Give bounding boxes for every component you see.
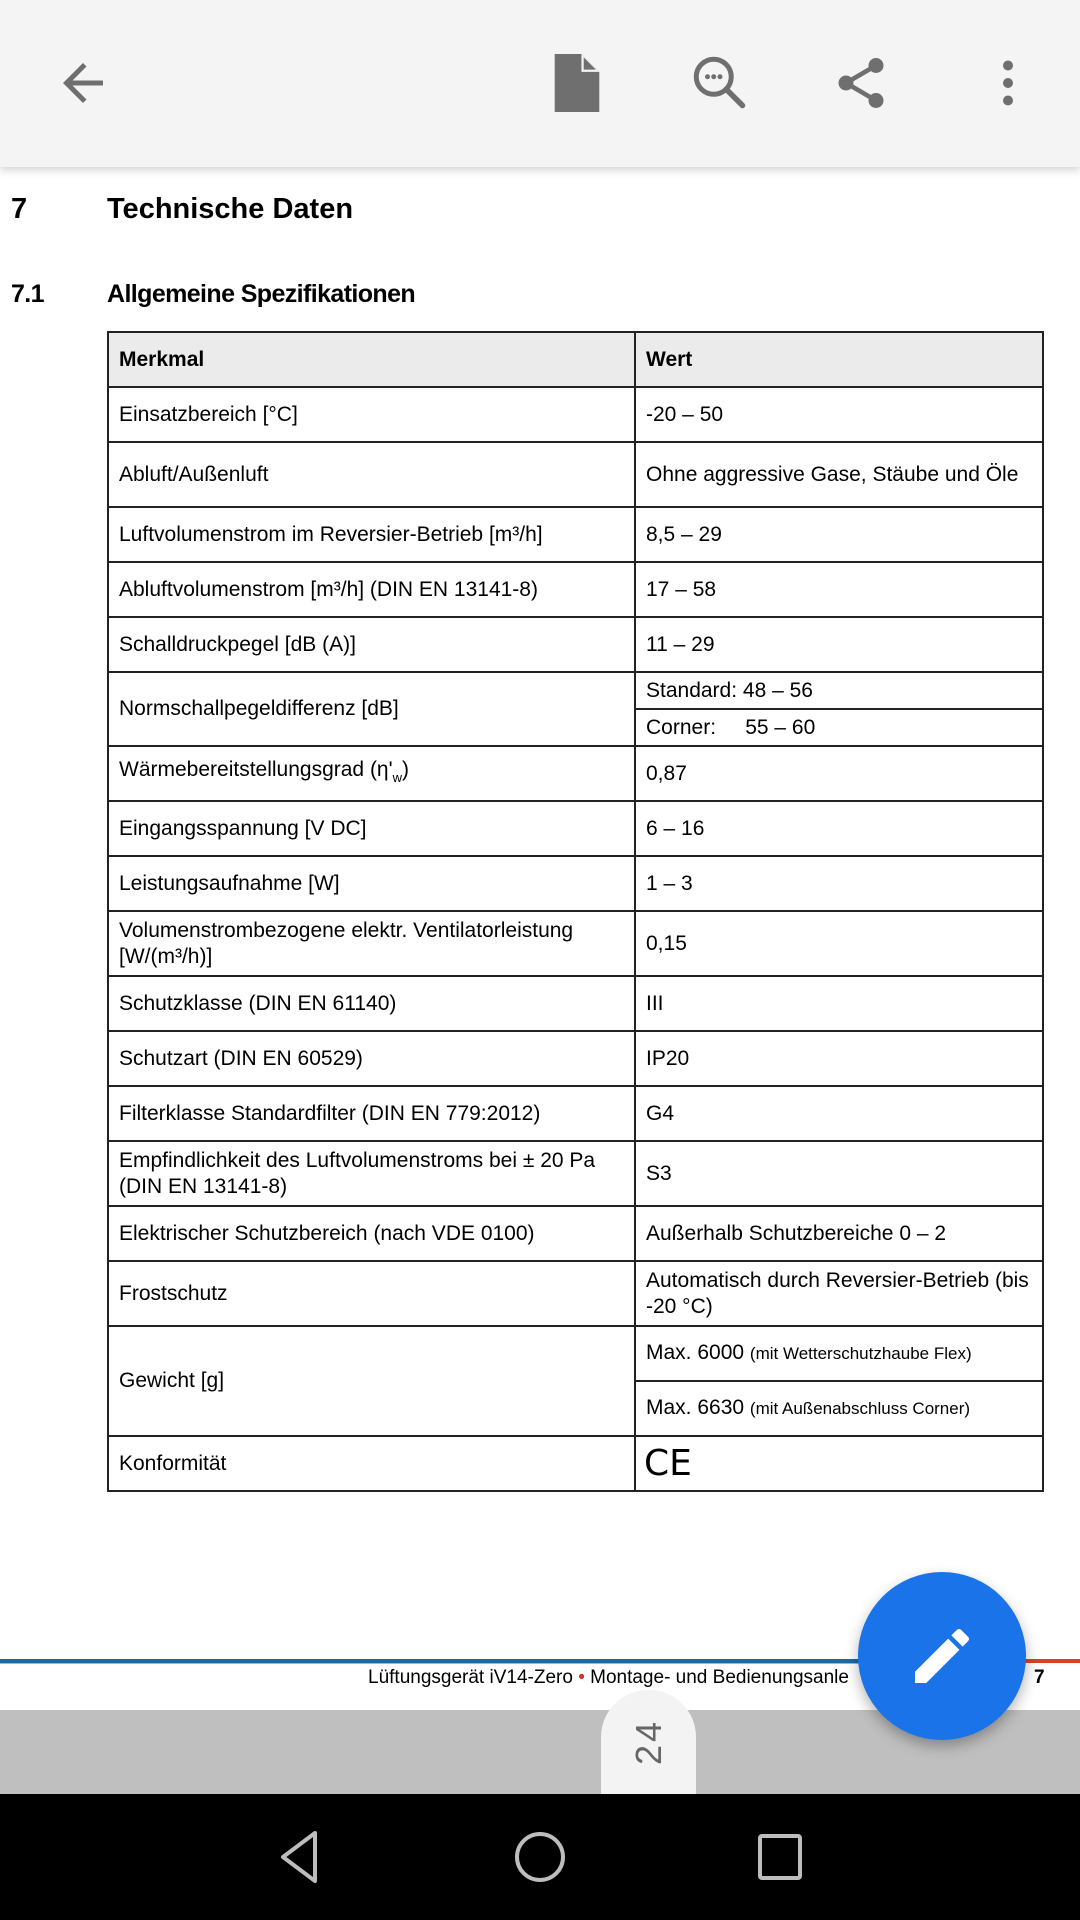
feature-cell: Eingangsspannung [V DC]: [108, 801, 635, 856]
feature-cell: Elektrischer Schutzbereich (nach VDE 0100): [108, 1206, 635, 1261]
value-note: (mit Außenabschluss Corner): [749, 1399, 971, 1418]
value-cell: IP20: [635, 1031, 1043, 1086]
feature-cell: Schutzklasse (DIN EN 61140): [108, 976, 635, 1031]
table-row: [108, 1031, 1043, 1086]
nav-home-icon: [512, 1829, 568, 1885]
feature-cell: Schutzart (DIN EN 60529): [108, 1031, 635, 1086]
feature-cell: Leistungsaufnahme [W]: [108, 856, 635, 911]
back-arrow-icon: [53, 53, 113, 113]
table-row: [108, 976, 1043, 1031]
document-button[interactable]: [547, 53, 607, 113]
table-row: [108, 1326, 1043, 1381]
top-app-bar: [0, 0, 1080, 167]
table-row: [108, 801, 1043, 856]
value-note: (mit Wetterschutzhaube Flex): [749, 1344, 972, 1363]
feature-cell: Frostschutz: [108, 1261, 635, 1326]
table-row: [108, 507, 1043, 562]
value-cell: S3: [635, 1141, 1043, 1206]
feature-cell: [108, 746, 635, 801]
page-indicator[interactable]: [601, 1690, 696, 1794]
nav-back-icon: [275, 1829, 325, 1885]
value-cell: [635, 1381, 1043, 1436]
value-main: Max. 6630: [646, 1396, 745, 1419]
page-indicator-value: 24: [627, 1718, 669, 1766]
feature-cell: Konformität: [108, 1436, 635, 1491]
ce-mark-icon: CE: [644, 1442, 692, 1484]
section-title: Allgemeine Spezifikationen: [107, 280, 416, 308]
value-cell: Standard: 48 – 56: [635, 672, 1043, 709]
feature-cell: Luftvolumenstrom im Reversier-Betrieb [m³/h]: [108, 507, 635, 562]
table-row: [108, 617, 1043, 672]
table-row: [108, 672, 1043, 709]
section-number: 7.1: [11, 280, 44, 308]
table-row: [108, 911, 1043, 976]
system-back-button[interactable]: [265, 1822, 335, 1892]
column-header-value: Wert: [635, 332, 1043, 387]
more-vert-icon: [978, 53, 1038, 113]
feature-cell: Abluftvolumenstrom [m³/h] (DIN EN 13141-8): [108, 562, 635, 617]
table-row: [108, 1086, 1043, 1141]
feature-cell: Abluft/Außenluft: [108, 442, 635, 507]
table-row: [108, 387, 1043, 442]
table-header-row: [108, 332, 1043, 387]
feature-cell: Empfindlichkeit des Luftvolumenstroms bei ± 20 Pa (DIN EN 13141-8): [108, 1141, 635, 1206]
feature-text: Wärmebereitstellungsgrad (η': [119, 757, 393, 781]
footer-manual: Montage- und Bedienungsanle: [590, 1667, 849, 1688]
value-cell: Automatisch durch Reversier-Betrieb (bis -20 °C): [635, 1261, 1043, 1326]
feature-subscript: w: [392, 769, 403, 785]
share-button[interactable]: [831, 53, 891, 113]
footer-rule-blue: [0, 1659, 880, 1664]
footer-product: Lüftungsgerät iV14-Zero: [368, 1667, 573, 1688]
value-cell: III: [635, 976, 1043, 1031]
feature-cell: Gewicht [g]: [108, 1326, 635, 1436]
feature-cell: Volumenstrombezogene elektr. Ventilatorleistung [W/(m³/h)]: [108, 911, 635, 976]
value-cell: [635, 1436, 1043, 1491]
table-row: [108, 1206, 1043, 1261]
feature-text-end: ): [402, 757, 410, 781]
value-cell: 6 – 16: [635, 801, 1043, 856]
table-row: [108, 746, 1043, 801]
share-icon: [831, 53, 891, 113]
search-in-document-icon: [690, 53, 750, 113]
table-row: [108, 1261, 1043, 1326]
value-main: Max. 6000: [646, 1341, 745, 1364]
document-icon: [552, 54, 602, 112]
system-home-button[interactable]: [505, 1822, 575, 1892]
value-cell: 0,15: [635, 911, 1043, 976]
footer-page-number: 7: [1034, 1667, 1045, 1688]
back-button[interactable]: [53, 53, 113, 113]
value-cell: 17 – 58: [635, 562, 1043, 617]
feature-cell: Einsatzbereich [°C]: [108, 387, 635, 442]
system-navigation-bar: [0, 1794, 1080, 1920]
search-in-document-button[interactable]: [690, 53, 750, 113]
edit-fab-button[interactable]: [858, 1572, 1026, 1740]
value-cell: [635, 1326, 1043, 1381]
table-row: [108, 562, 1043, 617]
value-cell: Ohne aggressive Gase, Stäube und Öle: [635, 442, 1043, 507]
table-row: [108, 1436, 1043, 1491]
page-footer-text: [368, 1667, 849, 1689]
feature-cell: Filterklasse Standardfilter (DIN EN 779:2012): [108, 1086, 635, 1141]
chapter-number: 7: [11, 193, 28, 225]
table-row: [108, 856, 1043, 911]
feature-cell: Schalldruckpegel [dB (A)]: [108, 617, 635, 672]
value-cell: 8,5 – 29: [635, 507, 1043, 562]
value-cell: Corner: 55 – 60: [635, 709, 1043, 746]
table-row: [108, 1141, 1043, 1206]
more-options-button[interactable]: [978, 53, 1038, 113]
value-cell: G4: [635, 1086, 1043, 1141]
value-cell: 1 – 3: [635, 856, 1043, 911]
edit-pencil-icon: [906, 1620, 978, 1692]
value-cell: -20 – 50: [635, 387, 1043, 442]
value-cell: 0,87: [635, 746, 1043, 801]
specifications-table: [107, 331, 1044, 1492]
footer-separator: •: [578, 1667, 585, 1688]
nav-recents-icon: [755, 1832, 805, 1882]
table-row: [108, 442, 1043, 507]
system-recents-button[interactable]: [745, 1822, 815, 1892]
value-cell: Außerhalb Schutzbereiche 0 – 2: [635, 1206, 1043, 1261]
value-cell: 11 – 29: [635, 617, 1043, 672]
column-header-feature: Merkmal: [108, 332, 635, 387]
feature-cell: Normschallpegeldifferenz [dB]: [108, 672, 635, 746]
chapter-title: Technische Daten: [107, 193, 354, 225]
